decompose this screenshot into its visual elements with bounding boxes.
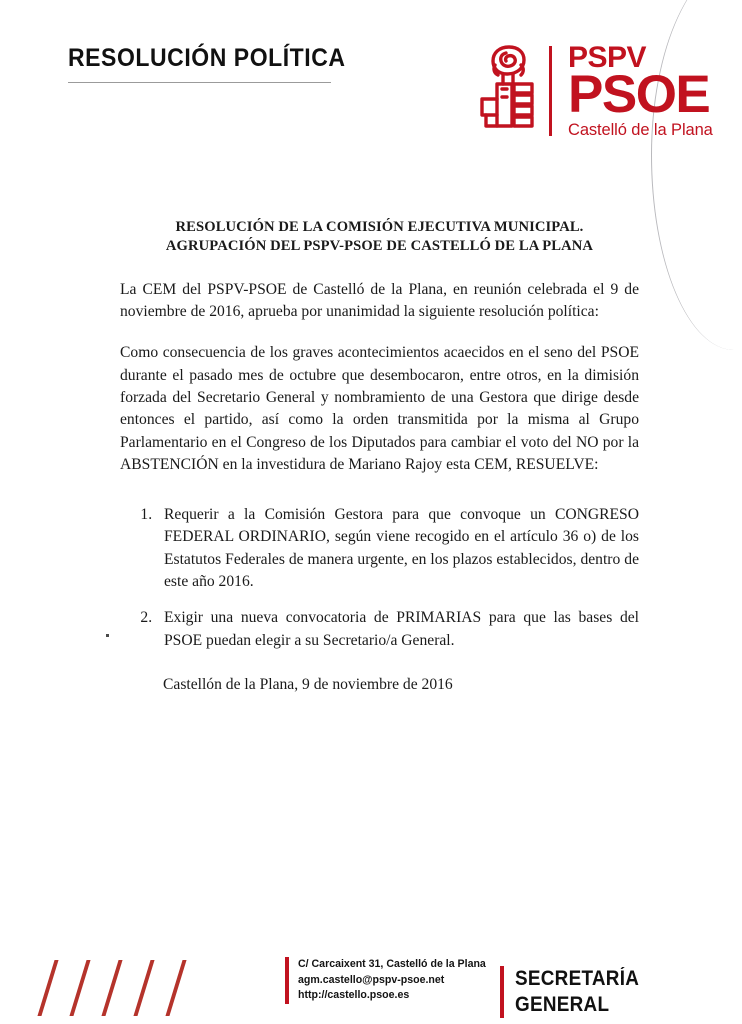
logo-pspv-text: PSPV xyxy=(568,41,647,75)
footer-street-address: C/ Carcaixent 31, Castelló de la Plana xyxy=(297,957,486,970)
logo-city-text: Castelló de la Plana xyxy=(568,121,713,140)
signature-date: Castellón de la Plana, 9 de noviembre de 2016 xyxy=(163,676,453,693)
department-accent-bar xyxy=(500,966,504,1019)
paragraph-intro: La CEM del PSPV-PSOE de Castelló de la Plana, en reunión celebrada el 9 de noviembre de 2016, aprueba por unanimidad la siguiente resolución política: xyxy=(120,280,639,321)
department-lines xyxy=(515,966,639,1019)
heading-line-2: AGRUPACIÓN DEL PSPV-PSOE DE CASTELLÓ DE LA PLANA xyxy=(165,238,594,255)
department-line-2: GENERAL xyxy=(515,992,610,1016)
footer-contact-block xyxy=(285,957,499,1004)
logo-divider xyxy=(549,46,552,136)
fist-and-rose-icon xyxy=(473,41,541,141)
footer-contact-lines xyxy=(298,957,486,1004)
footer-email[interactable]: agm.castello@pspv-psoe.net xyxy=(297,973,444,986)
title-underline-rule xyxy=(68,82,331,83)
stray-period-mark xyxy=(106,634,109,637)
heading-line-1: RESOLUCIÓN DE LA COMISIÓN EJECUTIVA MUNICIPAL. xyxy=(175,219,584,235)
footer-diagonal-stripes xyxy=(38,960,208,1016)
footer-department-block xyxy=(500,966,653,1019)
list-item: 2. Exigir una nueva convocatoria de PRIMARIAS para que las bases del PSOE puedan elegir a su Secretario/a General. xyxy=(156,607,639,652)
department-line-1: SECRETARÍA xyxy=(515,966,640,990)
psoe-logo xyxy=(473,38,713,144)
list-item: 1. Requerir a la Comisión Gestora para que convoque un CONGRESO FEDERAL ORDINARIO, según viene recogido en el artículo 36 o) de los Estatutos Federales de manera urgente, en los plazos establecidos, dentro de este año 2016. xyxy=(156,504,639,593)
paragraph-considerations: Como consecuencia de los graves acontecimientos acaecidos en el seno del PSOE durante el pasado mes de octubre que desembocaron, entre otros, en la dimisión forzada del Secretario General y nombramiento de una Gestora que dirige desde entonces el partido, así como la orden transmitida por la misma al Grupo Parlamentario en el Congreso de los Diputados para cambiar el voto del NO por la ABSTENCIÓN en la investidura de Mariano Rajoy esta CEM, RESUELVE: xyxy=(120,344,639,473)
logo-wordmark xyxy=(568,43,713,139)
logo-psoe-text: PSOE xyxy=(568,65,710,125)
document-body xyxy=(120,218,639,666)
footer-accent-bar xyxy=(285,957,289,1004)
resolutions-list xyxy=(120,504,639,652)
footer-website-url[interactable]: http://castello.psoe.es xyxy=(297,989,409,1002)
document-heading xyxy=(120,218,639,257)
page-title: RESOLUCIÓN POLÍTICA xyxy=(68,44,346,72)
